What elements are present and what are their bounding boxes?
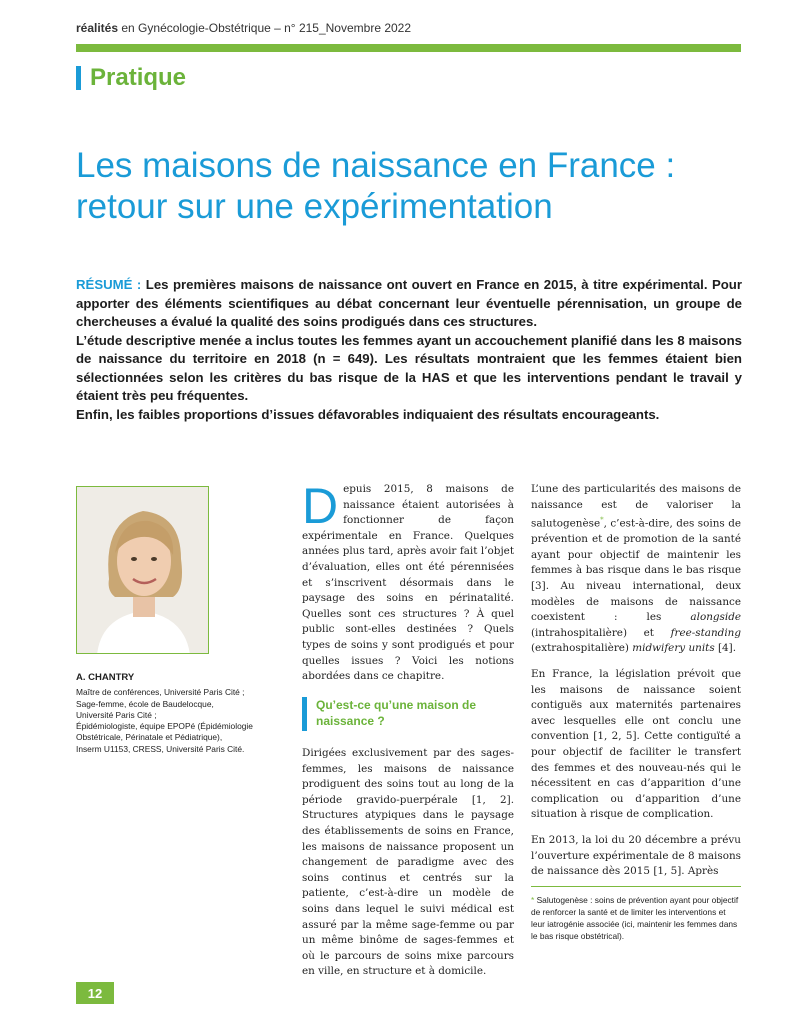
- author-portrait: [77, 487, 209, 654]
- abstract-p2: L’étude descriptive menée a inclus toutes les femmes ayant un accouchement planifié dans les 8 maisons de naissance du territoire en 2018 (n = 649). Les résultats montraient que les femmes étaient bien sélectionnées selon les critères du bas risque de la HAS et que les interventions pendant le travail y étaient très peu fréquentes.: [76, 332, 742, 403]
- col2-paragraph-3: En 2013, la loi du 20 décembre a prévu l’ouverture expérimentale de 8 maisons de naissance dès 2015 [1, 5]. Après: [531, 833, 741, 878]
- footnote-mark: *: [531, 895, 535, 905]
- footnote-text: Salutogenèse : soins de prévention ayant pour objectif de renforcer la santé et de limiter les interventions et leur iatrogénie associée (ici, maintenir les femmes dans le bas risque obstétrical).: [531, 895, 739, 941]
- abstract-p1: Les premières maisons de naissance ont ouvert en France en 2015, à titre expérimental. Pour apporter des éléments scientifiques au débat concernant leur éventuelle pérennisation, un groupe de chercheuses a évalué la qualité des soins prodigués dans ces structures.: [76, 277, 742, 329]
- title-line-2: retour sur une expérimentation: [76, 187, 553, 226]
- column-2: [531, 482, 741, 890]
- abstract-label: RÉSUMÉ :: [76, 277, 142, 292]
- author-block: [76, 672, 276, 755]
- author-affiliation-5: Inserm U1153, CRESS, Université Paris Cité.: [76, 743, 245, 754]
- section-heading: [302, 697, 512, 731]
- rubric-label: Pratique: [90, 64, 187, 91]
- masthead: [76, 21, 411, 35]
- abstract-p3: Enfin, les faibles proportions d’issues défavorables indiquaient des résultats encourageants.: [76, 406, 660, 422]
- rubric: [76, 64, 186, 92]
- masthead-issue: en Gynécologie-Obstétrique – n° 215_Novembre 2022: [121, 21, 412, 35]
- column-1-body: [302, 746, 514, 990]
- col2-paragraph-2: En France, la législation prévoit que les maisons de naissance soient contiguës aux maternités partenaires avec lesquelles elle ont conclu une convention [1, 2, 5]. Cette contiguïté a pour objectif de faciliter le transfert des femmes et des nouveau-nés qui le nécessitent en cas d’apparition d’une complication ou d’apparition d’une situation à risque de complication.: [531, 668, 741, 821]
- section-heading-text: Qu’est-ce qu’une maison de naissance ?: [316, 698, 477, 728]
- section-heading-bar: [302, 697, 307, 731]
- footnote: [531, 894, 741, 942]
- author-affiliation-1: Maître de conférences, Université Paris Cité ;: [76, 687, 245, 698]
- author-affiliation-2: Sage-femme, école de Baudelocque,: [76, 698, 214, 709]
- intro-text: epuis 2015, 8 maisons de naissance étaient autorisées à fonctionner de façon expérimentale en France. Quelques années plus tard, après avoir fait l’objet d’évaluation, elles ont été pérennisées et s’inscrivent désormais dans le paysage des soins en périnatalité. Quelles sont ces structures ? À quel public sont-elles destinées ? Quels types de soins y sont prodigués et pour quelles issues ? Voici les notions abordées dans ce chapitre.: [302, 483, 514, 683]
- body-paragraph: Dirigées exclusivement par des sages-femmes, les maisons de naissance prodiguent des soins tout au long de la période gravido-puerpérale [1, 2]. Structures atypiques dans le paysage des établissements de soins en France, les maisons de naissance proposent un changement de paradigme avec des soins continus et centrés sur la patiente, c’est-à-dire un modèle de soins dans lequel le suivi médical est assuré par la même sage-femme ou par un même binôme de sages-femmes et où le parcours de soins mixe parcours en ville, en structure et à domicile.: [302, 747, 514, 978]
- drop-cap: D: [302, 478, 339, 534]
- author-affiliation-3: Université Paris Cité ;: [76, 709, 157, 720]
- footnote-rule: [531, 886, 741, 887]
- page-number: 12: [76, 982, 114, 1004]
- column-1-intro: [302, 478, 514, 695]
- author-affiliation-4: Épidémiologiste, équipe EPOPé (Épidémiologie Obstétricale, Périnatale et Pédiatrique),: [76, 721, 253, 743]
- footnote-ref: *: [600, 516, 604, 525]
- author-photo: [76, 486, 209, 654]
- masthead-brand: réalités: [76, 21, 119, 35]
- header-rule: [76, 44, 741, 52]
- abstract: [76, 276, 742, 424]
- rubric-bar: [76, 66, 81, 90]
- author-name: A. CHANTRY: [76, 672, 135, 683]
- title-line-1: Les maisons de naissance en France :: [76, 146, 676, 185]
- col2-paragraph-1: L’une des particularités des maisons de naissance est de valoriser la salutogenèse*, c’est-à-dire, des soins de prévention et de promotion de la santé ayant pour objectif de maintenir les femmes à bas risque dans le bas risque [3]. Au niveau international, deux modèles de maisons de naissance coexistent : les alongside (intrahospitalière) et free-standing (extrahospitalière) midwifery units [4].: [531, 483, 741, 655]
- article-title: [76, 145, 746, 227]
